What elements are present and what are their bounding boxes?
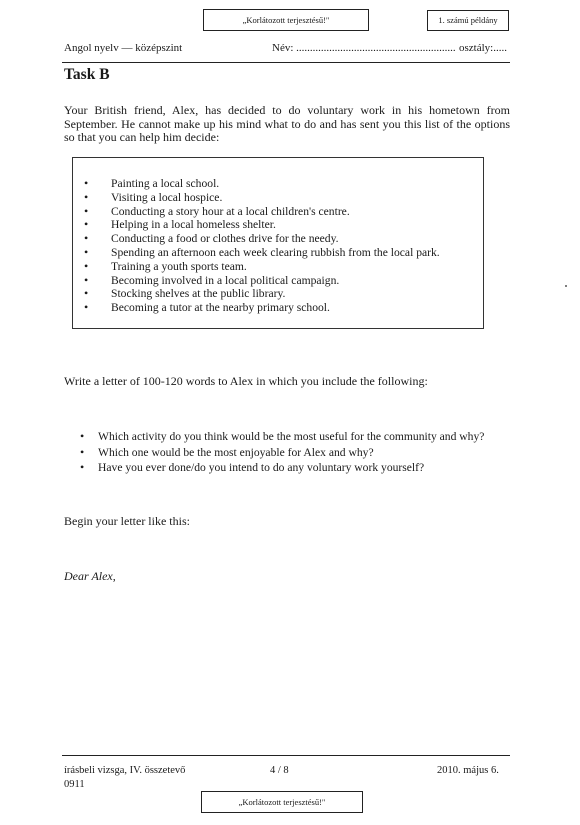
name-field-label: Név: .......................................................... (272, 42, 456, 54)
option-item: • Training a youth sports team. (84, 260, 440, 274)
question-item: • Which one would be the most enjoyable for Alex and why? (80, 445, 484, 461)
option-item: • Becoming a tutor at the nearby primary school. (84, 301, 440, 315)
subject-label: Angol nyelv — középszint (64, 42, 183, 54)
header-rule (62, 62, 510, 63)
footer-date: 2010. május 6. (437, 765, 499, 776)
restricted-distribution-box-bottom: „Korlátozott terjesztésű!" (201, 791, 363, 813)
questions-list (80, 429, 484, 476)
question-item: • Have you ever done/do you intend to do any voluntary work yourself? (80, 460, 484, 476)
option-item: • Painting a local school. (84, 177, 440, 191)
option-item: • Conducting a food or clothes drive for the needy. (84, 232, 440, 246)
task-intro: Your British friend, Alex, has decided to do voluntary work in his hometown from September. He cannot make up his mind what to do and has sent you this list of the options so that you can help him decide: (64, 103, 510, 145)
option-item: • Stocking shelves at the public library. (84, 287, 440, 301)
footer-exam-part: írásbeli vizsga, IV. összetevő (64, 765, 186, 776)
class-field-label: osztály:..... (459, 42, 507, 54)
option-item: • Conducting a story hour at a local children's centre. (84, 205, 440, 219)
footer-code: 0911 (64, 779, 85, 790)
question-item: • Which activity do you think would be the most useful for the community and why? (80, 429, 484, 445)
footer-rule (62, 755, 510, 756)
page-number: 4 / 8 (270, 765, 289, 776)
option-item: • Helping in a local homeless shelter. (84, 218, 440, 232)
begin-instruction: Begin your letter like this: (64, 514, 190, 528)
scan-speck (565, 285, 567, 287)
restricted-distribution-box-top: „Korlátozott terjesztésű!" (203, 9, 369, 31)
copy-number-box: 1. számú példány (427, 10, 509, 31)
option-item: • Spending an afternoon each week clearing rubbish from the local park. (84, 246, 440, 260)
letter-salutation: Dear Alex, (64, 569, 116, 583)
task-title: Task B (64, 66, 110, 83)
options-list (84, 177, 440, 315)
option-item: • Becoming involved in a local political campaign. (84, 274, 440, 288)
option-item: • Visiting a local hospice. (84, 191, 440, 205)
task-instruction: Write a letter of 100-120 words to Alex in which you include the following: (64, 374, 428, 388)
